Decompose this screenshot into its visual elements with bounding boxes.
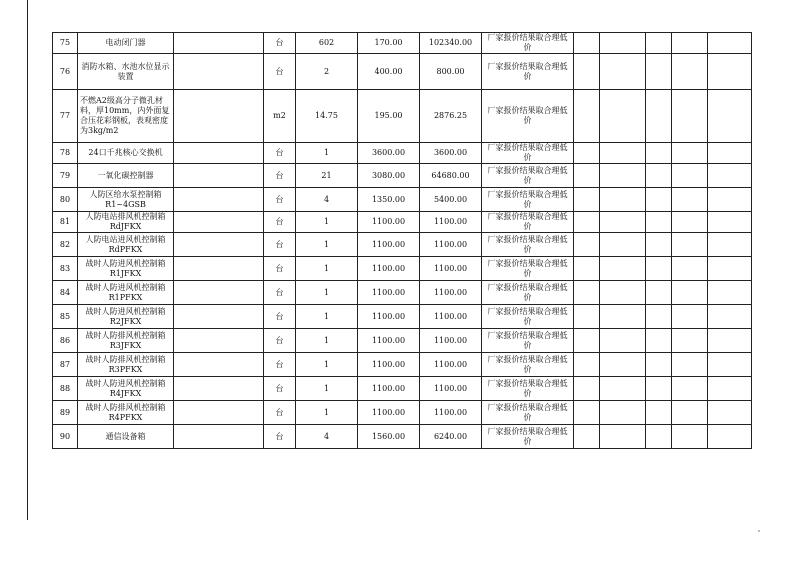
cell-empty [574,281,600,305]
cell-empty [174,212,264,233]
table-body [53,33,752,449]
cell-qty: 4 [296,188,358,212]
cell-qty: 1 [296,257,358,281]
cell-no: 89 [53,401,78,425]
cell-unit: 台 [264,281,296,305]
cell-no: 75 [53,33,78,54]
cell-empty [672,212,708,233]
cell-no: 87 [53,353,78,377]
cell-name: 不燃A2级高分子微孔材料，厚10mm，内外面复合压花彩钢板，表观密度为3kg/m2 [78,90,174,143]
cell-name: 电动闭门器 [78,33,174,54]
cell-empty [708,353,752,377]
cell-empty [708,90,752,143]
cell-empty [574,305,600,329]
cell-no: 86 [53,329,78,353]
cell-empty [672,90,708,143]
cell-qty: 1 [296,233,358,257]
cell-empty [646,281,672,305]
cell-unit: m2 [264,90,296,143]
cell-empty [646,212,672,233]
cell-empty [646,233,672,257]
cell-empty [672,377,708,401]
cell-qty: 4 [296,425,358,449]
cell-no: 79 [53,164,78,188]
cell-name: 消防水箱、水池水位显示装置 [78,54,174,90]
cell-no: 82 [53,233,78,257]
cell-name: 战时人防排风机控制箱R4PFKX [78,401,174,425]
cell-unit: 台 [264,401,296,425]
cell-empty [574,188,600,212]
cell-note: 厂家报价结果取合理低价 [482,305,574,329]
cell-empty [708,257,752,281]
cell-name: 一氧化碳控制器 [78,164,174,188]
cell-total: 1100.00 [420,329,482,353]
cell-empty [574,212,600,233]
cell-price: 1100.00 [358,212,420,233]
cell-price: 1100.00 [358,353,420,377]
cell-unit: 台 [264,329,296,353]
cell-qty: 21 [296,164,358,188]
table-row [53,401,752,425]
cell-empty [600,212,646,233]
cell-empty [708,425,752,449]
cell-qty: 1 [296,401,358,425]
cell-empty [672,233,708,257]
cell-note: 厂家报价结果取合理低价 [482,401,574,425]
cell-name: 战时人防排风机控制箱R3PFKX [78,353,174,377]
cell-empty [174,143,264,164]
cell-empty [646,401,672,425]
cell-note: 厂家报价结果取合理低价 [482,164,574,188]
cell-name: 战时人防进风机控制箱R1JFKX [78,257,174,281]
scan-speck [758,530,760,532]
cell-empty [574,233,600,257]
cell-empty [574,377,600,401]
cell-empty [574,54,600,90]
cell-empty [600,377,646,401]
cell-empty [646,329,672,353]
cell-no: 76 [53,54,78,90]
binding-margin-line [27,0,28,520]
cell-price: 1100.00 [358,257,420,281]
cell-total: 5400.00 [420,188,482,212]
cell-note: 厂家报价结果取合理低价 [482,90,574,143]
cell-empty [672,329,708,353]
cell-price: 1100.00 [358,377,420,401]
cell-empty [708,164,752,188]
cell-note: 厂家报价结果取合理低价 [482,425,574,449]
cell-empty [600,164,646,188]
cell-qty: 1 [296,143,358,164]
cell-total: 1100.00 [420,401,482,425]
cell-no: 81 [53,212,78,233]
cell-qty: 14.75 [296,90,358,143]
cell-price: 1100.00 [358,305,420,329]
cell-empty [574,329,600,353]
cell-note: 厂家报价结果取合理低价 [482,281,574,305]
cell-price: 3600.00 [358,143,420,164]
cell-qty: 1 [296,377,358,401]
cell-unit: 台 [264,425,296,449]
cell-note: 厂家报价结果取合理低价 [482,377,574,401]
cell-empty [600,353,646,377]
cell-total: 1100.00 [420,257,482,281]
cell-price: 1100.00 [358,281,420,305]
cell-note: 厂家报价结果取合理低价 [482,329,574,353]
cell-empty [672,281,708,305]
cell-total: 1100.00 [420,212,482,233]
table-row [53,257,752,281]
cell-empty [574,90,600,143]
cell-empty [174,353,264,377]
cell-no: 84 [53,281,78,305]
cell-unit: 台 [264,353,296,377]
cell-note: 厂家报价结果取合理低价 [482,143,574,164]
table-row [53,188,752,212]
cell-empty [646,257,672,281]
cell-empty [574,143,600,164]
cell-empty [174,54,264,90]
cell-name: 人防电站排风机控制箱RdJFKX [78,212,174,233]
cell-qty: 1 [296,281,358,305]
cell-empty [708,233,752,257]
cell-unit: 台 [264,164,296,188]
cell-name: 战时人防排风机控制箱R3JFKX [78,329,174,353]
cell-no: 78 [53,143,78,164]
cell-price: 1560.00 [358,425,420,449]
cell-unit: 台 [264,377,296,401]
cell-empty [646,305,672,329]
price-table [52,32,752,449]
cell-price: 3080.00 [358,164,420,188]
cell-empty [174,257,264,281]
cell-empty [708,329,752,353]
table-row [53,425,752,449]
cell-empty [672,425,708,449]
cell-name: 战时人防进风机控制箱R1PFKX [78,281,174,305]
cell-empty [672,353,708,377]
cell-empty [174,401,264,425]
cell-empty [174,281,264,305]
cell-empty [708,143,752,164]
cell-qty: 1 [296,212,358,233]
cell-name: 战时人防进风机控制箱R2JFKX [78,305,174,329]
cell-qty: 1 [296,305,358,329]
cell-total: 1100.00 [420,377,482,401]
cell-empty [600,90,646,143]
cell-unit: 台 [264,188,296,212]
cell-empty [574,353,600,377]
table-row [53,329,752,353]
cell-price: 1100.00 [358,401,420,425]
cell-empty [600,143,646,164]
cell-note: 厂家报价结果取合理低价 [482,33,574,54]
cell-empty [574,33,600,54]
cell-price: 400.00 [358,54,420,90]
cell-empty [646,425,672,449]
cell-empty [600,257,646,281]
table-row [53,164,752,188]
cell-price: 170.00 [358,33,420,54]
cell-empty [708,305,752,329]
table-row [53,305,752,329]
cell-total: 1100.00 [420,353,482,377]
cell-qty: 602 [296,33,358,54]
cell-name: 24口千兆核心交换机 [78,143,174,164]
cell-empty [708,401,752,425]
cell-empty [708,33,752,54]
cell-note: 厂家报价结果取合理低价 [482,233,574,257]
cell-empty [600,329,646,353]
cell-empty [708,54,752,90]
table-row [53,33,752,54]
cell-total: 800.00 [420,54,482,90]
table-row [53,90,752,143]
cell-empty [672,188,708,212]
cell-empty [574,164,600,188]
cell-unit: 台 [264,143,296,164]
cell-empty [708,212,752,233]
cell-qty: 1 [296,353,358,377]
cell-note: 厂家报价结果取合理低价 [482,212,574,233]
cell-empty [708,188,752,212]
cell-empty [672,401,708,425]
cell-empty [174,33,264,54]
table-row [53,54,752,90]
cell-empty [672,143,708,164]
cell-empty [672,305,708,329]
cell-empty [600,281,646,305]
cell-name: 通信设备箱 [78,425,174,449]
cell-qty: 1 [296,329,358,353]
cell-unit: 台 [264,212,296,233]
cell-name: 人防区给水泵控制箱R1~4GSB [78,188,174,212]
table-row [53,233,752,257]
cell-name: 人防电站进风机控制箱RdPFKX [78,233,174,257]
cell-no: 88 [53,377,78,401]
cell-empty [646,377,672,401]
cell-empty [174,233,264,257]
cell-empty [600,305,646,329]
cell-empty [574,401,600,425]
cell-price: 1100.00 [358,233,420,257]
cell-price: 1350.00 [358,188,420,212]
cell-note: 厂家报价结果取合理低价 [482,54,574,90]
cell-empty [174,425,264,449]
cell-empty [646,90,672,143]
cell-empty [646,353,672,377]
table-row [53,353,752,377]
cell-empty [600,188,646,212]
cell-empty [174,164,264,188]
cell-empty [708,377,752,401]
cell-empty [174,90,264,143]
cell-empty [174,305,264,329]
cell-empty [174,188,264,212]
cell-total: 1100.00 [420,281,482,305]
cell-empty [600,233,646,257]
cell-unit: 台 [264,33,296,54]
table-row [53,377,752,401]
cell-empty [600,33,646,54]
cell-total: 2876.25 [420,90,482,143]
cell-no: 80 [53,188,78,212]
cell-empty [672,257,708,281]
cell-no: 83 [53,257,78,281]
cell-empty [174,377,264,401]
cell-qty: 2 [296,54,358,90]
cell-empty [646,33,672,54]
cell-unit: 台 [264,257,296,281]
cell-no: 77 [53,90,78,143]
cell-empty [574,257,600,281]
cell-empty [600,54,646,90]
cell-total: 1100.00 [420,233,482,257]
cell-total: 6240.00 [420,425,482,449]
cell-empty [646,143,672,164]
cell-price: 1100.00 [358,329,420,353]
cell-total: 102340.00 [420,33,482,54]
cell-unit: 台 [264,233,296,257]
cell-note: 厂家报价结果取合理低价 [482,353,574,377]
cell-empty [574,425,600,449]
cell-note: 厂家报价结果取合理低价 [482,188,574,212]
cell-total: 64680.00 [420,164,482,188]
cell-no: 85 [53,305,78,329]
table-row [53,143,752,164]
cell-total: 1100.00 [420,305,482,329]
cell-note: 厂家报价结果取合理低价 [482,257,574,281]
cell-unit: 台 [264,305,296,329]
cell-empty [672,164,708,188]
cell-no: 90 [53,425,78,449]
cell-empty [672,54,708,90]
cell-empty [174,329,264,353]
table-row [53,281,752,305]
cell-name: 战时人防进风机控制箱R4JFKX [78,377,174,401]
cell-empty [646,188,672,212]
cell-empty [600,401,646,425]
cell-unit: 台 [264,54,296,90]
cell-empty [600,425,646,449]
cell-total: 3600.00 [420,143,482,164]
cell-empty [672,33,708,54]
cell-empty [646,164,672,188]
table-row [53,212,752,233]
cell-empty [708,281,752,305]
cell-empty [646,54,672,90]
cell-price: 195.00 [358,90,420,143]
